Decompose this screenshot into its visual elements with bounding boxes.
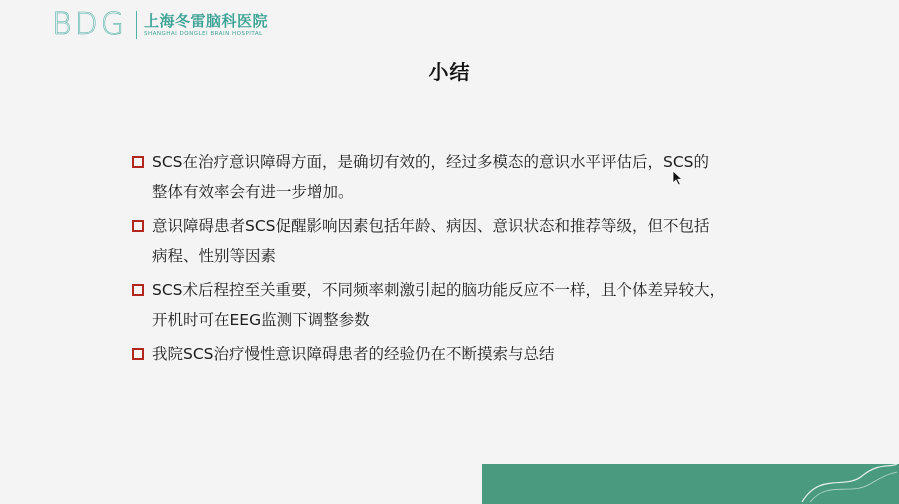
square-bullet-icon: [132, 220, 144, 232]
bullet-line: 我院SCS治疗慢性意识障碍患者的经验仍在不断摸索与总结: [152, 345, 555, 363]
bullet-item: [130, 148, 790, 207]
footer-curve-decor: [800, 462, 899, 504]
slide-title: 小结: [428, 60, 471, 84]
bullet-item: [130, 212, 790, 271]
logo-text: [144, 13, 268, 38]
square-bullet-icon: [132, 348, 144, 360]
square-bullet-icon: [132, 284, 144, 296]
bullet-line: 病程、性别等因素: [152, 246, 277, 265]
hospital-name-cn: 上海冬雷脑科医院: [144, 11, 269, 30]
bullet-line: 意识障碍患者SCS促醒影响因素包括年龄、病因、意识状态和推荐等级，但不包括: [152, 217, 710, 235]
square-bullet-icon: [132, 156, 144, 168]
bullet-line: 开机时可在EEG监测下调整参数: [152, 310, 370, 329]
hospital-logo: [52, 8, 268, 42]
bullet-line: 整体有效率会有进一步增加。: [152, 182, 354, 201]
bullet-line: SCS在治疗意识障碍方面，是确切有效的，经过多模态的意识水平评估后，SCS的: [152, 153, 710, 171]
bullet-line: SCS术后程控至关重要，不同频率刺激引起的脑功能反应不一样，且个体差异较大，: [152, 281, 726, 299]
logo-divider: [136, 11, 137, 39]
bullet-item: [130, 276, 790, 335]
summary-bullet-list: [130, 148, 790, 375]
logo-mark: BDG: [52, 7, 127, 42]
hospital-name-en: SHANGHAI DONGLEI BRAIN HOSPITAL: [144, 30, 263, 37]
bullet-item: [130, 340, 790, 370]
mouse-cursor-icon: [672, 170, 684, 186]
